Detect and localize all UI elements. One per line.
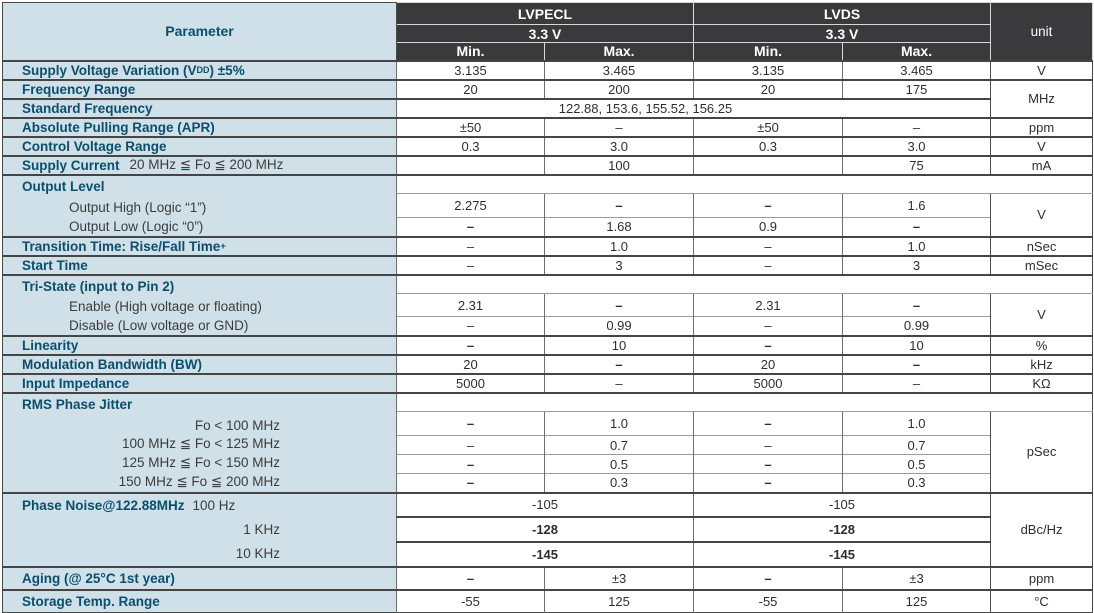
lvds-max-header: Max. (843, 43, 991, 61)
column-group-lvpecl: LVPECL (397, 3, 694, 25)
cell-lvds-max: – (843, 355, 991, 374)
cell-lvds-min: – (694, 474, 843, 493)
lvpecl-max-header: Max. (545, 43, 694, 61)
cell-lvpecl-min: – (397, 317, 545, 336)
cell-lvpecl-max: – (545, 374, 694, 393)
lvpecl-min-header: Min. (397, 43, 545, 61)
phase-noise-offset-10khz: 10 KHz (235, 546, 280, 561)
cell-lvds-min: – (694, 567, 843, 590)
cell-lvds-min: – (694, 336, 843, 355)
cell-lvpecl-max: 125 (545, 590, 694, 613)
cell-lvds-max: – (843, 374, 991, 393)
cell-lvds-max: 1.0 (843, 412, 991, 436)
param-label: Modulation Bandwidth (BW) (22, 356, 202, 372)
cell-lvpecl-min: – (397, 256, 545, 275)
cell-lvpecl-max: – (545, 355, 694, 374)
cell-unit: nSec (991, 237, 1093, 256)
cell-lvds-max: 1.6 (843, 194, 991, 218)
cell-lvpecl-min: ±50 (397, 118, 545, 137)
row-linearity (3, 336, 1093, 355)
param-label: Linearity (22, 337, 79, 353)
cell-lvds-min: -55 (694, 590, 843, 613)
cell-unit: V (991, 194, 1093, 237)
param-label: RMS Phase Jitter (22, 397, 133, 412)
param-label: Supply Current 20 MHz ≦ Fo ≦ 200 MHz (22, 157, 284, 173)
cell-lvpecl-min: 2.31 (397, 294, 545, 317)
cell-lvpecl-phase-noise-10khz: -145 (397, 542, 694, 567)
cell-lvds-max: 125 (843, 590, 991, 613)
cell-lvds-min: – (694, 256, 843, 275)
cell-lvpecl-max: 200 (545, 80, 694, 99)
cell-lvds-max: – (843, 218, 991, 237)
row-supply-current (3, 156, 1093, 175)
cell-standard-frequencies: 122.88, 153.6, 155.52, 156.25 (397, 99, 991, 118)
header-row-series (3, 3, 1093, 25)
cell-lvds-phase-noise-1khz: -128 (694, 517, 991, 542)
cell-lvds-min: – (694, 194, 843, 218)
cell-lvds-min: ±50 (694, 118, 843, 137)
cell-lvpecl-phase-noise-1khz: -128 (397, 517, 694, 542)
param-label: Supply Voltage Variation (V DD ) ±5% (22, 62, 245, 78)
cell-lvpecl-min (397, 156, 545, 175)
cell-unit: V (991, 61, 1093, 80)
cell-lvpecl-min: 2.275 (397, 194, 545, 218)
cell-lvds-min: – (694, 412, 843, 436)
supply-current-condition: 20 MHz ≦ Fo ≦ 200 MHz (129, 157, 284, 172)
cell-lvds-max: – (843, 294, 991, 317)
param-label: Standard Frequency (22, 100, 153, 116)
cell-lvpecl-min: 0.3 (397, 137, 545, 156)
cell-lvpecl-max: – (545, 294, 694, 317)
cell-lvds-min (694, 156, 843, 175)
cell-lvpecl-max: 0.99 (545, 317, 694, 336)
param-label: Start Time (22, 257, 88, 273)
column-group-lvds: LVDS (694, 3, 991, 25)
param-label: Frequency Range (22, 81, 136, 97)
cell-lvpecl-min: – (397, 474, 545, 493)
param-label: Aging (@ 25°C 1st year) (22, 570, 175, 586)
cell-lvpecl-min: – (397, 436, 545, 455)
row-modulation-bandwidth (3, 355, 1093, 374)
row-start-time (3, 256, 1093, 275)
lvpecl-voltage-header: 3.3 V (397, 25, 694, 43)
cell-lvds-min: 0.9 (694, 218, 843, 237)
param-sublabel-output-low: Output Low (Logic “0”) (69, 218, 204, 234)
cell-lvds-min: 2.31 (694, 294, 843, 317)
cell-unit: ppm (991, 118, 1093, 137)
param-sublabel-output-high: Output High (Logic “1”) (69, 199, 207, 215)
cell-lvpecl-min: 20 (397, 80, 545, 99)
unit-column-header: unit (991, 3, 1093, 61)
param-label: Input Impedance (22, 375, 130, 391)
cell-lvpecl-phase-noise-100hz: -105 (397, 493, 694, 518)
cell-lvpecl-max: – (545, 194, 694, 218)
cell-unit: °C (991, 590, 1093, 613)
param-sublabel-jitter-4: 150 MHz ≦ Fo ≦ 200 MHz (118, 474, 280, 489)
cell-lvpecl-min: – (397, 336, 545, 355)
electrical-spec-table (2, 2, 1093, 613)
row-phase-noise-100hz (3, 493, 1093, 518)
cell-lvpecl-min: -55 (397, 590, 545, 613)
param-label: Control Voltage Range (22, 138, 167, 154)
cell-lvpecl-min: – (397, 237, 545, 256)
cell-lvpecl-max: 3 (545, 256, 694, 275)
cell-unit: V (991, 294, 1093, 336)
cell-lvds-min: – (694, 237, 843, 256)
cell-lvds-max: 3 (843, 256, 991, 275)
cell-lvpecl-min: – (397, 218, 545, 237)
param-label: Phase Noise@122.88MHz 100 Hz (22, 498, 236, 513)
cell-unit: kHz (991, 355, 1093, 374)
cell-unit: mSec (991, 256, 1093, 275)
cell-lvpecl-max: 10 (545, 336, 694, 355)
cell-lvds-min: 3.135 (694, 61, 843, 80)
cell-lvpecl-min: 5000 (397, 374, 545, 393)
cell-lvpecl-max: 0.3 (545, 474, 694, 493)
cell-lvds-min: 0.3 (694, 137, 843, 156)
param-label: Transition Time: Rise/Fall Time + (22, 238, 226, 254)
cell-lvds-min: 20 (694, 80, 843, 99)
cell-lvds-min: – (694, 455, 843, 474)
param-label: Absolute Pulling Range (APR) (22, 119, 215, 135)
cell-unit: dBc/Hz (991, 493, 1093, 567)
cell-lvpecl-max: 1.68 (545, 218, 694, 237)
row-control-voltage-range (3, 137, 1093, 156)
cell-lvpecl-min: 20 (397, 355, 545, 374)
cell-lvpecl-min: – (397, 567, 545, 590)
cell-lvds-max: 0.99 (843, 317, 991, 336)
param-label: Output Level (22, 179, 105, 194)
param-sublabel-jitter-3: 125 MHz ≦ Fo < 150 MHz (122, 455, 280, 470)
cell-lvds-min: 20 (694, 355, 843, 374)
section-spacer (397, 393, 1093, 412)
cell-lvds-max: 3.0 (843, 137, 991, 156)
phase-noise-offset-100hz: 100 Hz (192, 498, 236, 513)
row-input-impedance (3, 374, 1093, 393)
row-absolute-pulling-range (3, 118, 1093, 137)
cell-lvpecl-max: 0.5 (545, 455, 694, 474)
cell-lvpecl-max: 3.465 (545, 61, 694, 80)
cell-unit: V (991, 137, 1093, 156)
row-rms-phase-jitter (3, 393, 1093, 412)
cell-unit: mA (991, 156, 1093, 175)
cell-unit: ppm (991, 567, 1093, 590)
param-sublabel-disable: Disable (Low voltage or GND) (69, 317, 249, 333)
cell-lvds-phase-noise-10khz: -145 (694, 542, 991, 567)
cell-unit: % (991, 336, 1093, 355)
cell-lvds-min: – (694, 436, 843, 455)
cell-lvds-phase-noise-100hz: -105 (694, 493, 991, 518)
row-output-level (3, 175, 1093, 194)
param-sublabel-jitter-2: 100 MHz ≦ Fo < 125 MHz (122, 436, 280, 451)
section-spacer (397, 175, 1093, 194)
cell-unit: pSec (991, 412, 1093, 493)
param-sublabel-enable: Enable (High voltage or floating) (69, 298, 262, 314)
cell-lvds-min: 5000 (694, 374, 843, 393)
cell-unit: KΩ (991, 374, 1093, 393)
param-label: Storage Temp. Range (22, 593, 160, 609)
cell-lvds-max: 3.465 (843, 61, 991, 80)
cell-lvpecl-min: – (397, 455, 545, 474)
lvds-min-header: Min. (694, 43, 843, 61)
row-aging (3, 567, 1093, 590)
cell-lvpecl-max: 1.0 (545, 412, 694, 436)
param-label: Tri-State (input to Pin 2) (22, 278, 175, 294)
cell-lvds-max: 0.3 (843, 474, 991, 493)
row-supply-voltage-variation (3, 61, 1093, 80)
phase-noise-offset-1khz: 1 KHz (243, 522, 280, 537)
cell-lvds-max: 0.5 (843, 455, 991, 474)
cell-lvpecl-min: – (397, 412, 545, 436)
cell-lvpecl-max: 1.0 (545, 237, 694, 256)
cell-lvds-max: 175 (843, 80, 991, 99)
cell-lvpecl-max: ±3 (545, 567, 694, 590)
lvds-voltage-header: 3.3 V (694, 25, 991, 43)
cell-lvds-max: 10 (843, 336, 991, 355)
row-transition-time (3, 237, 1093, 256)
parameter-column-header: Parameter (3, 3, 397, 61)
row-standard-frequency (3, 99, 1093, 118)
cell-lvpecl-max: 100 (545, 156, 694, 175)
param-sublabel-jitter-1: Fo < 100 MHz (194, 417, 280, 433)
cell-lvpecl-max: 3.0 (545, 137, 694, 156)
cell-lvds-min: – (694, 317, 843, 336)
cell-lvpecl-max: 0.7 (545, 436, 694, 455)
cell-lvds-max: 1.0 (843, 237, 991, 256)
cell-lvpecl-min: 3.135 (397, 61, 545, 80)
row-frequency-range (3, 80, 1093, 99)
cell-lvds-max: – (843, 118, 991, 137)
cell-unit: MHz (991, 80, 1093, 118)
cell-lvds-max: ±3 (843, 567, 991, 590)
row-tri-state (3, 275, 1093, 294)
cell-lvds-max: 75 (843, 156, 991, 175)
section-spacer (397, 275, 1093, 294)
row-storage-temp (3, 590, 1093, 613)
cell-lvds-max: 0.7 (843, 436, 991, 455)
cell-lvpecl-max: – (545, 118, 694, 137)
